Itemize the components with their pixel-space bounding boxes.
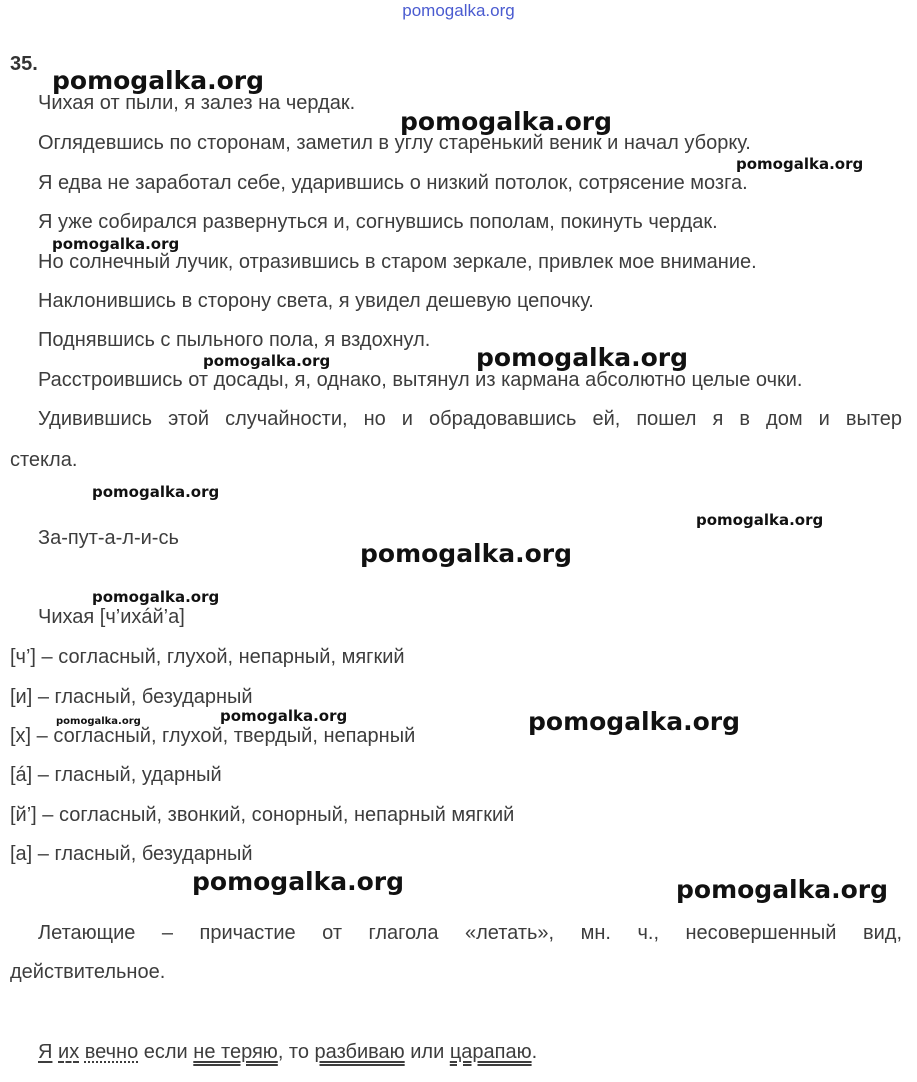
parsed-sentence xyxy=(38,1040,537,1064)
watermark: pomogalka.org xyxy=(736,155,864,173)
sentence-3: Я едва не заработал себе, ударившись о низкий потолок, сотрясение мозга. xyxy=(38,172,748,194)
predicate-word: царапаю xyxy=(449,1041,532,1063)
watermark: pomogalka.org xyxy=(52,66,265,95)
watermark: pomogalka.org xyxy=(360,539,573,568)
site-watermark-top[interactable]: pomogalka.org xyxy=(402,1,515,20)
watermark: pomogalka.org xyxy=(92,588,220,606)
watermark: pomogalka.org xyxy=(92,483,220,501)
sentence-5: Но солнечный лучик, отразившись в старом зеркале, привлек мое внимание. xyxy=(38,251,757,273)
sentence-4: Я уже собирался развернуться и, согнувшись пополам, покинуть чердак. xyxy=(38,211,718,233)
adverbial-word: вечно xyxy=(84,1041,139,1063)
sentence-9-end: стекла. xyxy=(10,449,78,471)
sentence-6: Наклонившись в сторону света, я увидел дешевую цепочку. xyxy=(38,290,594,312)
watermark: pomogalka.org xyxy=(52,235,180,253)
phonetic-item: [и] – гласный, безударный xyxy=(10,686,253,708)
watermark: pomogalka.org xyxy=(203,352,331,370)
watermark: pomogalka.org xyxy=(192,867,405,896)
sentence-9: Удивившись этой случайности, но и обрадовавшись ей, пошел я в дом и вытер xyxy=(38,408,902,430)
sentence-8: Расстроившись от досады, я, однако, вытянул из кармана абсолютно целые очки. xyxy=(38,369,803,391)
syllable-division: За-пут-а-л-и-сь xyxy=(38,527,179,549)
predicate-word: не теряю xyxy=(193,1041,278,1063)
sentence-1: Чихая от пыли, я залез на чердак. xyxy=(38,92,356,114)
conjunction-word: если xyxy=(143,1041,188,1063)
object-word: их xyxy=(58,1041,80,1063)
morphology-line-2: действительное. xyxy=(10,961,166,983)
watermark: pomogalka.org xyxy=(476,343,689,372)
conjunction-word: , то xyxy=(277,1041,309,1063)
phonetic-item: [ч’] – согласный, глухой, непарный, мягкий xyxy=(10,646,405,668)
watermark: pomogalka.org xyxy=(676,875,889,904)
sentence-7: Поднявшись с пыльного пола, я вздохнул. xyxy=(38,329,431,351)
phonetic-title: Чихая [ч’ихáй’а] xyxy=(38,606,185,628)
watermark: pomogalka.org xyxy=(400,107,613,136)
watermark: pomogalka.org xyxy=(528,707,741,736)
watermark: pomogalka.org xyxy=(696,511,824,529)
exercise-number: 35. xyxy=(10,53,38,75)
sentence-2: Оглядевшись по сторонам, заметил в углу старенький веник и начал уборку. xyxy=(38,132,751,154)
phonetic-item: [á] – гласный, ударный xyxy=(10,764,222,786)
predicate-word: разбиваю xyxy=(314,1041,405,1063)
phonetic-item: [х] – согласный, глухой, твердый, непарный xyxy=(10,725,416,747)
watermark: pomogalka.org xyxy=(220,707,348,725)
phonetic-item: [а] – гласный, безударный xyxy=(10,843,253,865)
conjunction-word: или xyxy=(410,1041,445,1063)
morphology-line-1: Летающие – причастие от глагола «летать», мн. ч., несовершенный вид, xyxy=(38,922,902,944)
subject-word: Я xyxy=(38,1041,53,1063)
sentence-period: . xyxy=(531,1041,538,1063)
phonetic-item: [й’] – согласный, звонкий, сонорный, непарный мягкий xyxy=(10,804,515,826)
watermark: pomogalka.org xyxy=(56,716,141,727)
